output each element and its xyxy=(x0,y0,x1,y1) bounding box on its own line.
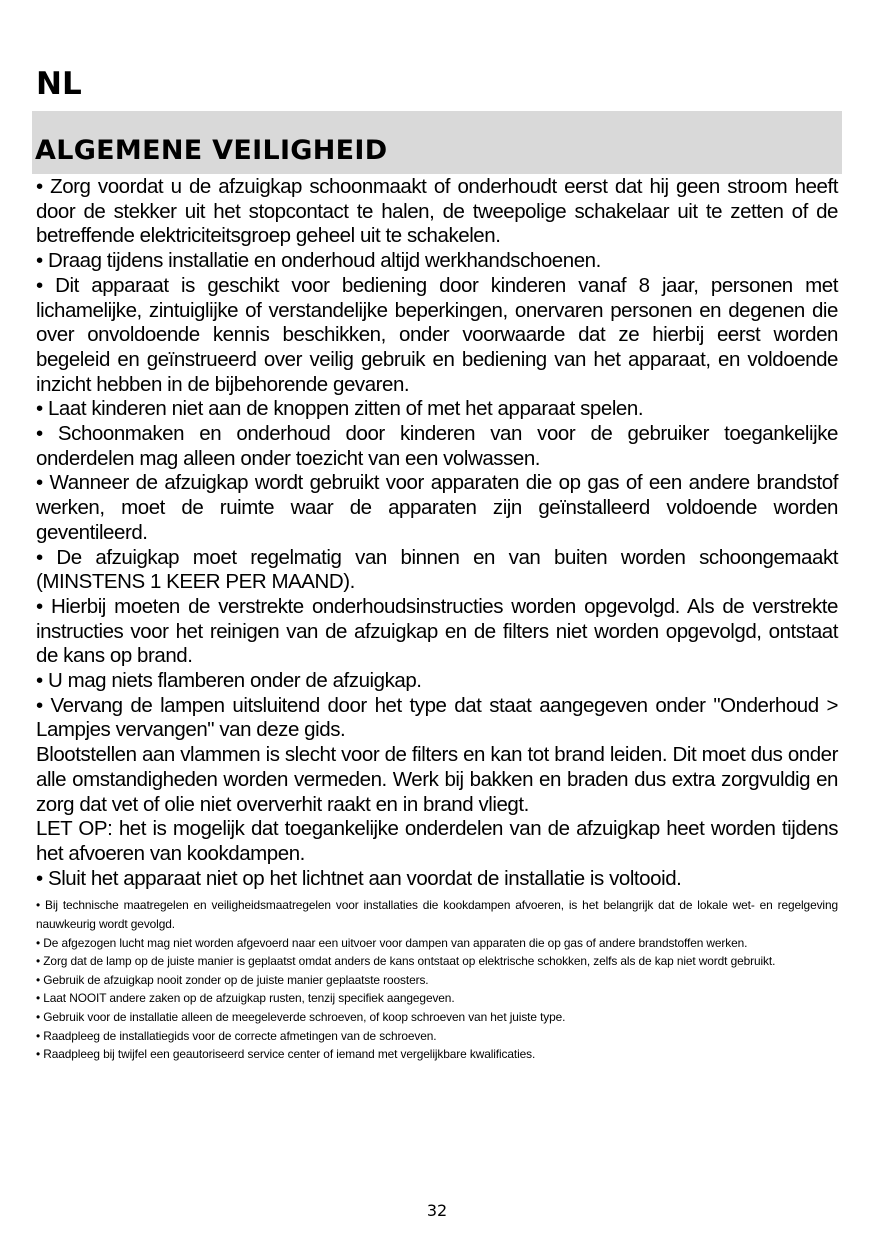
small-paragraph-no-objects: • Laat NOOIT andere zaken op de afzuigkap rusten, tenzij specifiek aangegeven. xyxy=(36,991,455,1006)
document-body xyxy=(36,175,838,1064)
small-paragraph-grilles: • Gebruik de afzuigkap nooit zonder op de juiste manier geplaatste roosters. xyxy=(36,972,429,987)
small-paragraph-local-regulations: • Bij technische maatregelen en veiligheidsmaatregelen voor installaties die kookdampen afvoeren, is het belangrijk dat de lokale wet- en regelgeving nauwkeurig wordt gevolgd. xyxy=(36,898,838,931)
paragraph-lamp-replacement: • Vervang de lampen uitsluitend door het type dat staat aangegeven onder "Onderhoud > Lampjes vervangen" van deze gids. xyxy=(36,693,838,742)
small-print-list xyxy=(36,896,838,1063)
small-paragraph-screws: • Gebruik voor de installatie alleen de meegeleverde schroeven, of koop schroeven van het juiste type. xyxy=(36,1009,566,1024)
paragraph-cleaning-frequency: • De afzuigkap moet regelmatig van binnen en van buiten worden schoongemaakt (MINSTENS 1 KEER PER MAAND). xyxy=(36,545,838,594)
paragraph-maintenance-instructions: • Hierbij moeten de verstrekte onderhoudsinstructies worden opgevolgd. Als de verstrekte instructies voor het reinigen van de afzuigkap en de filters niet worden opgevolgd, ontstaat de kans op brand. xyxy=(36,594,838,668)
language-code: NL xyxy=(36,66,82,102)
paragraph-no-flambe: • U mag niets flamberen onder de afzuigkap. xyxy=(36,669,422,693)
paragraph-ventilation: • Wanneer de afzuigkap wordt gebruikt voor apparaten die op gas of een andere brandstof werken, moet de ruimte waar de apparaten zijn geïnstalleerd voldoende worden geventileerd. xyxy=(36,471,838,544)
paragraph-children-usage: • Dit apparaat is geschikt voor bediening door kinderen vanaf 8 jaar, personen met lichamelijke, zintuiglijke of verstandelijke beperkingen, onervaren personen en degenen die over onvoldoende kennis beschikken, onder voorwaarde dat ze hierbij eerst worden begeleid en geïnstrueerd over veilig gebruik en bediening van het apparaat, en voldoende inzicht hebben in de bijbehorende gevaren. xyxy=(36,273,838,396)
paragraph-mains-connection: • Sluit het apparaat niet op het lichtnet aan voordat de installatie is voltooid. xyxy=(36,866,682,890)
paragraph-children-buttons: • Laat kinderen niet aan de knoppen zitten of met het apparaat spelen. xyxy=(36,397,644,421)
paragraph-work-gloves: • Draag tijdens installatie en onderhoud altijd werkhandschoenen. xyxy=(36,249,601,273)
small-paragraph-lamp-placement: • Zorg dat de lamp op de juiste manier is geplaatst omdat anders de kans ontstaat op elektrische schokken, zelfs als de kap niet wordt gebruikt. xyxy=(36,954,776,969)
small-paragraph-service-center: • Raadpleeg bij twijfel een geautoriseerd service center of iemand met vergelijkbare kwalificaties. xyxy=(36,1047,536,1062)
small-paragraph-exhaust-air: • De afgezogen lucht mag niet worden afgevoerd naar een uitvoer voor dampen van apparaten die op gas of andere brandstoffen werken. xyxy=(36,935,748,950)
page-number: 32 xyxy=(426,1201,448,1220)
paragraph-hot-parts-warning: LET OP: het is mogelijk dat toegankelijke onderdelen van de afzuigkap heet worden tijdens het afvoeren van kookdampen. xyxy=(36,817,838,865)
small-paragraph-screw-dimensions: • Raadpleeg de installatiegids voor de correcte afmetingen van de schroeven. xyxy=(36,1028,437,1043)
paragraph-flame-exposure: Blootstellen aan vlammen is slecht voor de filters en kan tot brand leiden. Dit moet dus onder alle omstandigheden worden vermeden. Werk bij bakken en braden dus extra zorgvuldig en zorg dat vet of olie niet oververhit raakt en in brand vliegt. xyxy=(36,743,838,816)
paragraph-children-cleaning: • Schoonmaken en onderhoud door kinderen van voor de gebruiker toegankelijke onderdelen mag alleen onder toezicht van een volwassen. xyxy=(36,422,838,470)
section-title: ALGEMENE VEILIGHEID xyxy=(35,135,388,166)
paragraph-power-disconnect: • Zorg voordat u de afzuigkap schoonmaakt of onderhoudt eerst dat hij geen stroom heeft door de stekker uit het stopcontact te halen, de tweepolige schakelaar uit te zetten of de betreffende elektriciteitsgroep geheel uit te schakelen. xyxy=(36,175,838,248)
